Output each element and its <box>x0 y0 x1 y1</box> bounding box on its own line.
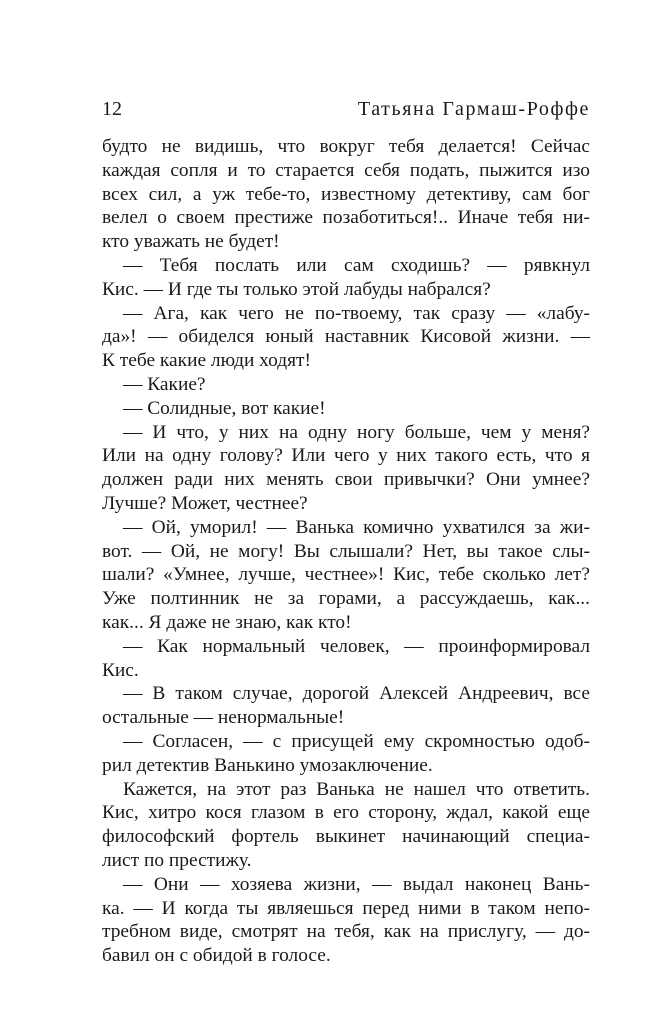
running-head <box>102 94 590 124</box>
text-line: остальные — ненормальные! <box>102 707 345 729</box>
text-line: Уже полтинник не за горами, а рассуждаешь, как... <box>102 588 590 610</box>
text-line: — Как нормальный человек, — проинформировал <box>123 635 590 657</box>
text-line: всех сил, а уж тебе-то, известному детективу, сам бог <box>102 183 590 205</box>
page-number: 12 <box>102 98 122 120</box>
text-line: Кажется, на этот раз Ванька не нашел что ответить. <box>123 778 590 800</box>
text-line: каждая сопля и то старается себя подать, пыжится изо <box>102 159 590 181</box>
text-line: — Какие? <box>123 373 206 395</box>
text-line: должен ради них менять свои привычки? Они умнее? <box>102 469 590 491</box>
body-text <box>102 135 590 968</box>
text-line: Кис, хитро кося глазом в его сторону, ждал, какой еще <box>102 802 590 824</box>
text-line: — В таком случае, дорогой Алексей Андреевич, все <box>123 683 590 705</box>
text-line: лист по престижу. <box>102 849 252 871</box>
text-line: как... Я даже не знаю, как кто! <box>102 611 352 633</box>
text-line: — Ага, как чего не по-твоему, так сразу — «лабу- <box>123 302 590 324</box>
text-line: Кис. <box>102 659 139 681</box>
text-line: — Ой, уморил! — Ванька комично ухватился за жи- <box>123 516 590 538</box>
text-line: К тебе какие люди ходят! <box>102 350 311 372</box>
text-line: философский фортель выкинет начинающий специа- <box>102 826 590 848</box>
text-line: — И что, у них на одну ногу больше, чем у меня? <box>123 421 590 443</box>
text-line: будто не видишь, что вокруг тебя делается! Сейчас <box>102 136 590 157</box>
text-line: Лучше? Может, честнее? <box>102 492 308 514</box>
book-page <box>102 94 590 968</box>
text-line: — Они — хозяева жизни, — выдал наконец Вань- <box>123 873 590 895</box>
text-line: ка. — И когда ты являешься перед ними в таком непо- <box>102 897 590 919</box>
text-line: Или на одну голову? Или чего у них такого есть, что я <box>102 445 590 467</box>
text-line: — Согласен, — с присущей ему скромностью одоб- <box>123 730 590 752</box>
text-line: рил детектив Ванькино умозаключение. <box>102 754 433 776</box>
text-line: да»! — обиделся юный наставник Кисовой жизни. — <box>102 326 590 348</box>
text-line: шали? «Умнее, лучше, честнее»! Кис, тебе сколько лет? <box>102 564 590 586</box>
text-line: велел о своем престиже позаботиться!.. Иначе тебя ни- <box>102 207 590 229</box>
text-line: вот. — Ой, не могу! Вы слышали? Нет, вы такое слы- <box>102 540 590 562</box>
text-line: Кис. — И где ты только этой лабуды набрался? <box>102 278 491 300</box>
text-line: требном виде, смотрят на тебя, как на прислугу, — до- <box>102 921 590 943</box>
text-line: бавил он с обидой в голосе. <box>102 945 331 967</box>
text-line: — Тебя послать или сам сходишь? — рявкнул <box>123 254 590 276</box>
book-author: Татьяна Гармаш-Роффе <box>357 98 590 120</box>
text-line: кто уважать не будет! <box>102 231 280 253</box>
text-line: — Солидные, вот какие! <box>123 397 326 419</box>
